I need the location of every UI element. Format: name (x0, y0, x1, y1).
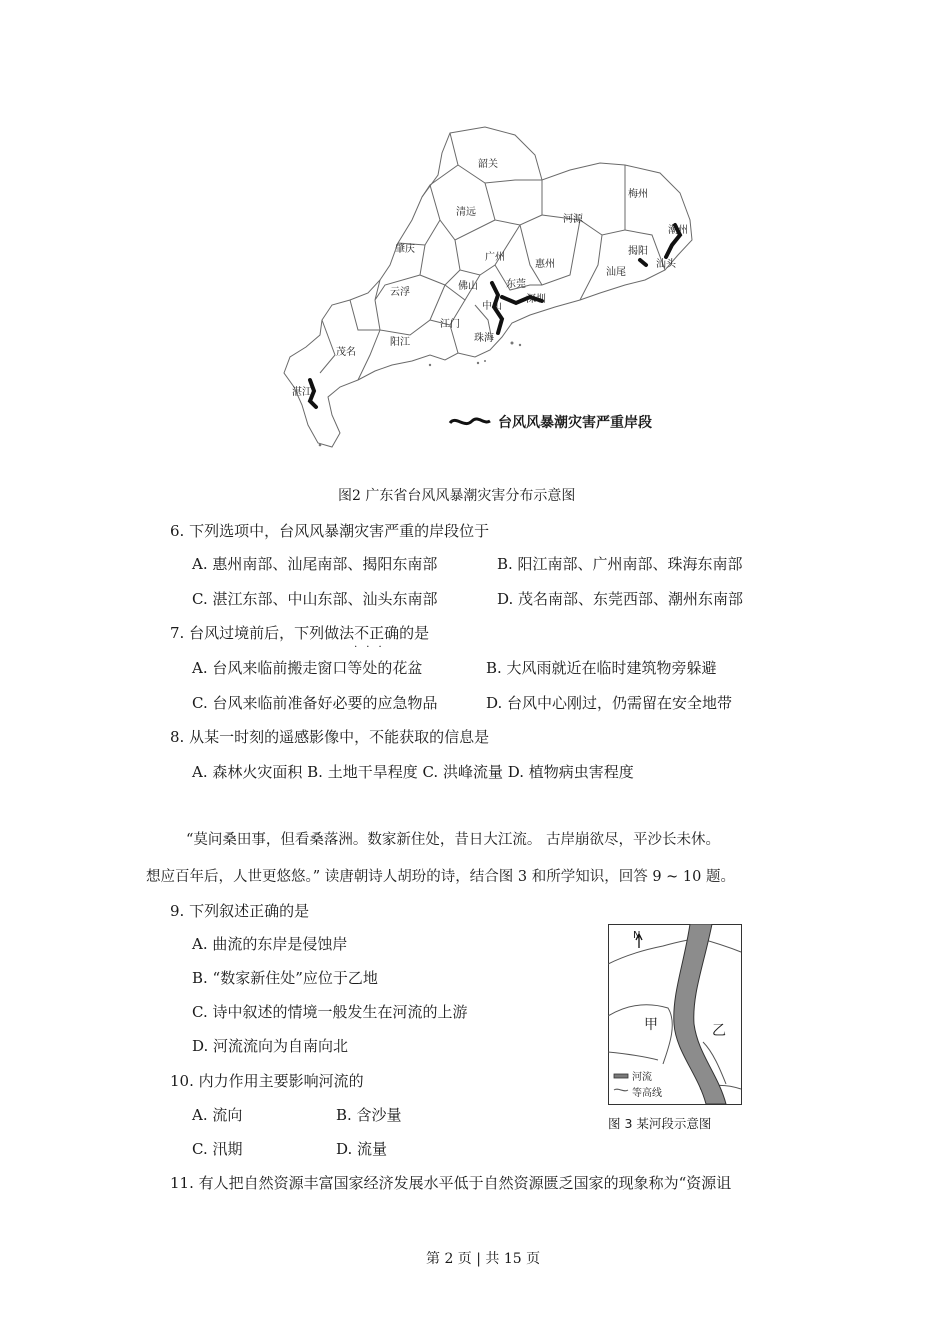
city-label-zhongshan: 中山 (482, 301, 502, 312)
emphasis-dots: ··· (354, 642, 391, 653)
map-svg (280, 125, 700, 455)
poem-line-1: “莫问桑田事，但看桑落洲。数家新住处，昔日大江流。 古岸崩欲尽，平沙长未休。 (186, 832, 721, 848)
label-yi: 乙 (712, 1023, 726, 1039)
city-label-guangzhou: 广州 (485, 252, 505, 263)
figure3-caption: 图 3 某河段示意图 (608, 1116, 712, 1131)
legend-river-swatch (614, 1074, 628, 1078)
poem-line-2: 想应百年后，人世更悠悠。” 读唐朝诗人胡玢的诗，结合图 3 和所学知识，回答 9 ~ 10 题。 (146, 869, 735, 885)
river-figure-svg (608, 924, 756, 1139)
city-label-maoming: 茂名 (336, 347, 356, 358)
figure2-caption: 图2 广东省台风风暴潮灾害分布示意图 (338, 488, 576, 504)
city-label-meizhou: 梅州 (628, 189, 648, 200)
city-label-zhaoqing: 肇庆 (395, 244, 415, 255)
question-6-option-a: A. 惠州南部、汕尾南部、揭阳东南部 (192, 555, 438, 573)
question-8-stem: 8. 从某一时刻的遥感影像中，不能获取的信息是 (170, 728, 490, 746)
city-label-jiangmen: 江门 (440, 319, 460, 330)
question-7-stem (170, 622, 430, 653)
question-10-option-c: C. 汛期 (192, 1140, 243, 1158)
question-10-option-b: B. 含沙量 (336, 1106, 402, 1124)
question-7-option-a: A. 台风来临前搬走窗口等处的花盆 (192, 659, 423, 677)
question-7-emphasis (354, 624, 400, 653)
question-7-option-d: D. 台风中心刚过，仍需留在安全地带 (486, 694, 733, 712)
river-figure (608, 924, 756, 1139)
label-jia: 甲 (644, 1017, 658, 1033)
city-label-qingyuan: 清远 (456, 207, 476, 218)
city-label-shanwei: 汕尾 (606, 267, 626, 278)
city-label-dongguan: 东莞 (506, 279, 526, 290)
map-legend-label: 台风风暴潮灾害严重岸段 (498, 415, 652, 431)
question-7-option-b: B. 大风雨就近在临时建筑物旁躲避 (486, 659, 717, 677)
city-label-heyuan: 河源 (563, 214, 583, 225)
question-6-option-d: D. 茂名南部、东莞西部、潮州东南部 (497, 590, 744, 608)
city-label-chaozhou: 潮州 (668, 225, 688, 236)
question-9-option-c: C. 诗中叙述的情境一般发生在河流的上游 (192, 1003, 468, 1021)
question-6-stem: 6. 下列选项中，台风风暴潮灾害严重的岸段位于 (170, 522, 490, 540)
question-9-option-b: B. “数家新住处”应位于乙地 (192, 969, 378, 987)
city-label-shaoguan: 韶关 (478, 159, 498, 170)
city-label-huizhou: 惠州 (535, 259, 555, 270)
city-label-shenzhen: 深圳 (526, 294, 546, 305)
question-9-stem: 9. 下列叙述正确的是 (170, 902, 310, 920)
question-7-stem-pre: 7. 台风过境前后，下列做法 (170, 624, 355, 642)
page-footer: 第 2 页 | 共 15 页 (426, 1251, 541, 1267)
question-10-option-a: A. 流向 (192, 1106, 243, 1124)
city-label-jieyang: 揭阳 (628, 246, 648, 257)
guangdong-map (280, 125, 700, 455)
question-7-option-c: C. 台风来临前准备好必要的应急物品 (192, 694, 438, 712)
city-label-foshan: 佛山 (458, 281, 478, 292)
city-label-yunfu: 云浮 (390, 287, 410, 298)
legend-river-label: 河流 (632, 1072, 652, 1083)
question-10-stem: 10. 内力作用主要影响河流的 (170, 1072, 364, 1090)
question-10-option-d: D. 流量 (336, 1140, 388, 1158)
city-label-yangjiang: 阳江 (390, 337, 410, 348)
north-label: N (633, 930, 641, 941)
city-label-shantou: 汕头 (656, 259, 676, 270)
question-7-stem-post: 的是 (399, 624, 430, 642)
legend-contour-label: 等高线 (632, 1088, 662, 1099)
question-6-option-b: B. 阳江南部、广州南部、珠海东南部 (497, 555, 743, 573)
question-8-options: A. 森林火灾面积 B. 土地干旱程度 C. 洪峰流量 D. 植物病虫害程度 (192, 763, 634, 781)
question-9-option-d: D. 河流流向为自南向北 (192, 1037, 349, 1055)
city-label-zhanjiang: 湛江 (292, 387, 312, 398)
question-7-emphasis-text: 不正确 (354, 624, 400, 642)
legend-line (450, 419, 490, 424)
question-11-stem: 11. 有人把自然资源丰富国家经济发展水平低于自然资源匮乏国家的现象称为“资源诅 (170, 1174, 732, 1192)
question-9-option-a: A. 曲流的东岸是侵蚀岸 (192, 935, 348, 953)
question-6-option-c: C. 湛江东部、中山东部、汕头东南部 (192, 590, 438, 608)
province-outline (284, 127, 692, 447)
city-label-zhuhai: 珠海 (474, 333, 494, 344)
